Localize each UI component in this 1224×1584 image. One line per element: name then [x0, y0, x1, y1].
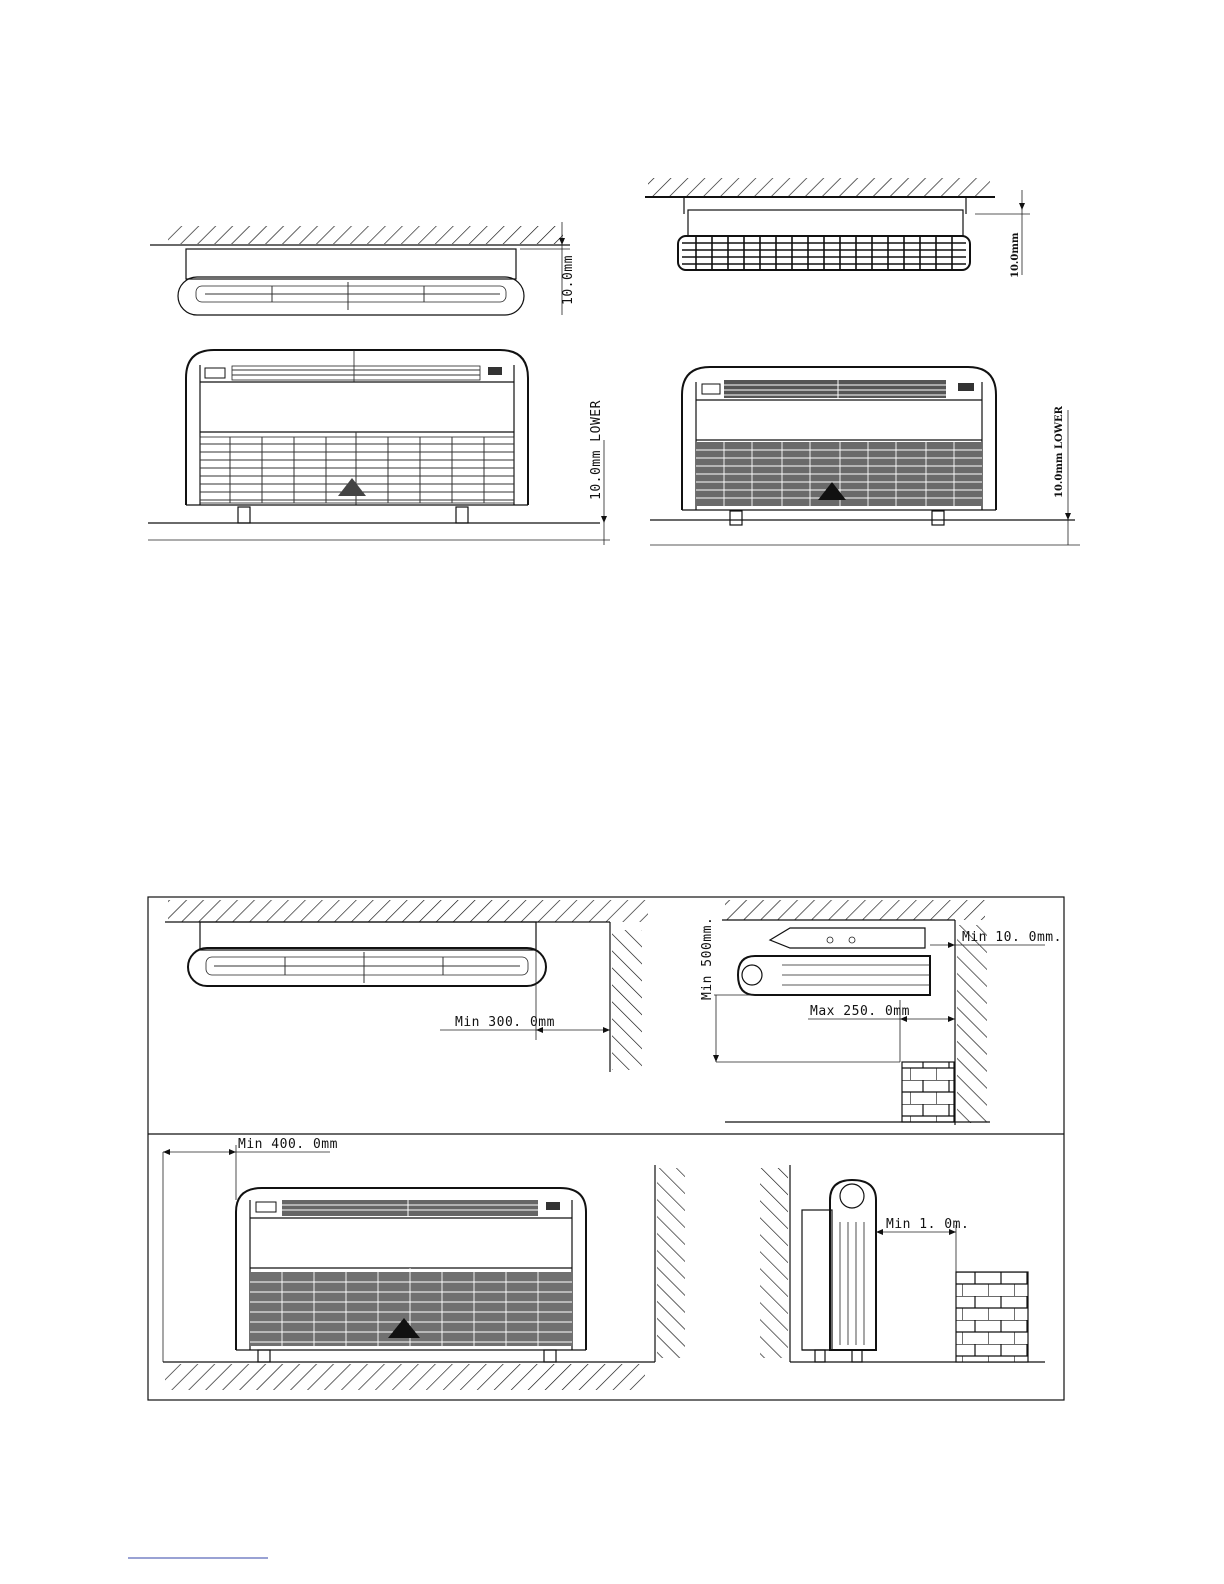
fig2-bottom-right-panel — [760, 1165, 1045, 1362]
ceiling-hatch-right — [648, 178, 990, 196]
min-400-label: Min 400. 0mm — [238, 1137, 338, 1152]
fig1-left-lower-label: 10.0mm LOWER — [589, 400, 604, 500]
fig2-top-right-panel — [700, 900, 1062, 1125]
fig1-left-ceiling-view — [150, 222, 576, 315]
fig1-left-front-view — [148, 350, 610, 545]
fig1-right-gap-label: 10.0mm — [1010, 232, 1021, 278]
min-300-label: Min 300. 0mm — [455, 1015, 555, 1030]
fig1-left-gap-label: 10.0mm — [561, 255, 576, 305]
fig1-right-grill — [682, 236, 966, 270]
ceiling-hatch — [168, 226, 563, 244]
fig1-right-ceiling-view — [645, 178, 1030, 278]
fig2-bottom-left-panel — [163, 1137, 685, 1390]
min-500-label: Min 500mm. — [700, 916, 715, 1000]
fig1-right-lower-label: 10.0mm LOWER — [1054, 406, 1065, 498]
max-250-label: Max 250. 0mm — [810, 1004, 910, 1019]
fig1-right-front-view — [650, 367, 1080, 545]
min-10-label: Min 10. 0mm. — [962, 930, 1062, 945]
min-1m-label: Min 1. 0m. — [886, 1217, 970, 1232]
fig2-top-left-panel — [165, 900, 648, 1072]
